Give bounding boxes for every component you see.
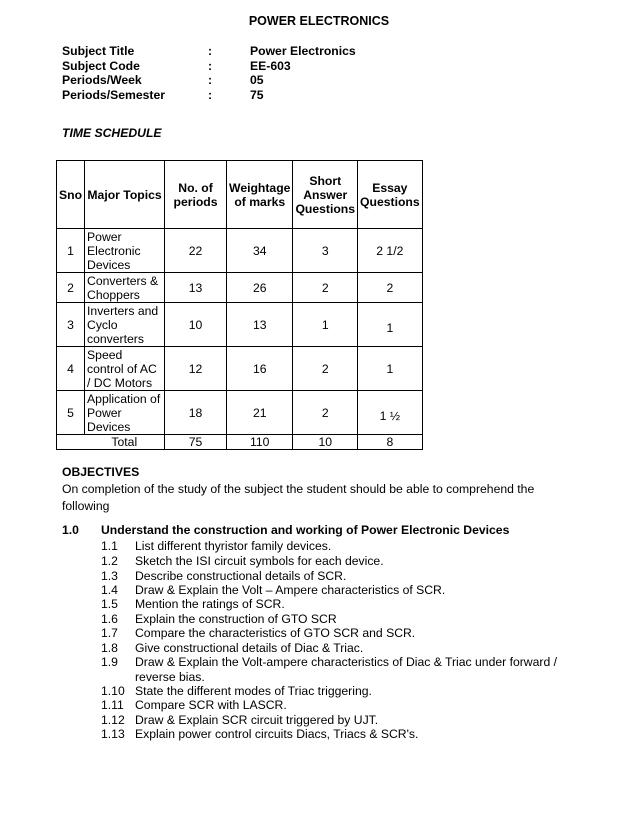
item-text: Draw & Explain the Volt – Ampere characteristics of SCR. [135, 583, 446, 597]
header-major-topics: Major Topics [85, 161, 165, 229]
cell-total-periods: 75 [165, 435, 227, 450]
cell-short: 2 [293, 347, 358, 391]
info-value: Power Electronics [250, 44, 356, 58]
info-colon: : [208, 73, 213, 87]
cell-sn: 3 [57, 303, 85, 347]
table-row [57, 303, 423, 347]
page-title: POWER ELECTRONICS [248, 14, 390, 28]
cell-weight: 13 [227, 303, 293, 347]
cell-sn: 2 [57, 273, 85, 303]
item-text: Explain the construction of GTO SCR [135, 612, 337, 626]
info-colon: : [208, 44, 213, 58]
cell-total-essay: 8 [358, 435, 423, 450]
header-weightage: Weightage of marks [227, 161, 293, 229]
cell-periods: 12 [165, 347, 227, 391]
info-colon: : [208, 59, 213, 73]
cell-periods: 18 [165, 391, 227, 435]
item-number: 1.1 [101, 539, 118, 553]
item-number: 1.5 [101, 597, 118, 611]
item-number: 1.10 [101, 684, 125, 698]
item-number: 1.11 [101, 698, 124, 712]
item-number: 1.7 [101, 626, 118, 640]
table-header-row [57, 161, 423, 229]
cell-short: 3 [293, 229, 358, 273]
header-sno: Sno [57, 161, 85, 229]
info-value: 05 [250, 73, 264, 87]
cell-sn: 5 [57, 391, 85, 435]
cell-weight: 21 [227, 391, 293, 435]
item-text: Compare SCR with LASCR. [135, 698, 287, 712]
cell-weight: 16 [227, 347, 293, 391]
info-value: EE-603 [250, 59, 291, 73]
section-title: Understand the construction and working of Power Electronic Devices [101, 523, 510, 537]
item-text: Sketch the ISI circuit symbols for each device. [135, 554, 384, 568]
item-number: 1.8 [101, 641, 118, 655]
info-key: Periods/Semester [62, 88, 165, 102]
item-number: 1.12 [101, 713, 125, 727]
item-text: Compare the characteristics of GTO SCR and SCR. [135, 626, 416, 640]
cell-total-weight: 110 [227, 435, 293, 450]
item-text: State the different modes of Triac triggering. [135, 684, 372, 698]
item-number: 1.13 [101, 727, 125, 741]
info-key: Subject Code [62, 59, 140, 73]
cell-essay: 1 [358, 347, 423, 391]
time-schedule-heading: TIME SCHEDULE [62, 126, 162, 140]
cell-total-short: 10 [293, 435, 358, 450]
time-schedule-table [56, 160, 423, 450]
cell-essay: 2 1/2 [358, 229, 423, 273]
cell-essay: 2 [358, 273, 423, 303]
table-row [57, 229, 423, 273]
cell-essay: 1 [358, 303, 423, 347]
cell-topic: Application of Power Devices [85, 391, 165, 435]
item-text: Describe constructional details of SCR. [135, 569, 347, 583]
header-essay: Essay Questions [358, 161, 423, 229]
cell-topic: Converters & Choppers [85, 273, 165, 303]
objectives-text: On completion of the study of the subject the student should be able to comprehend the following [62, 482, 535, 513]
cell-topic: Speed control of AC / DC Motors [85, 347, 165, 391]
cell-periods: 10 [165, 303, 227, 347]
item-number: 1.9 [101, 655, 118, 669]
item-text: Explain power control circuits Diacs, Triacs & SCR's. [135, 727, 419, 741]
info-key: Periods/Week [62, 73, 142, 87]
cell-weight: 34 [227, 229, 293, 273]
table-total-row [57, 435, 423, 450]
table-row [57, 273, 423, 303]
item-number: 1.4 [101, 583, 118, 597]
cell-sn: 4 [57, 347, 85, 391]
cell-periods: 22 [165, 229, 227, 273]
cell-weight: 26 [227, 273, 293, 303]
item-number: 1.6 [101, 612, 118, 626]
item-text: Give constructional details of Diac & Triac. [135, 641, 364, 655]
item-text: Mention the ratings of SCR. [135, 597, 285, 611]
section-number: 1.0 [62, 523, 79, 537]
header-short-answer: Short Answer Questions [293, 161, 358, 229]
cell-topic: Power Electronic Devices [85, 229, 165, 273]
header-periods: No. of periods [165, 161, 227, 229]
info-value: 75 [250, 88, 264, 102]
cell-total-spacer [57, 435, 85, 450]
table-row [57, 391, 423, 435]
item-text: Draw & Explain the Volt-ampere characteristics of Diac & Triac under forward / reverse bias. [135, 655, 557, 684]
objectives-heading: OBJECTIVES [62, 465, 140, 479]
item-text: Draw & Explain SCR circuit triggered by UJT. [135, 713, 379, 727]
info-colon: : [208, 88, 213, 102]
cell-short: 1 [293, 303, 358, 347]
cell-periods: 13 [165, 273, 227, 303]
cell-total-label: Total [85, 435, 165, 450]
table-row [57, 347, 423, 391]
cell-topic: Inverters and Cyclo converters [85, 303, 165, 347]
cell-short: 2 [293, 391, 358, 435]
item-text: List different thyristor family devices. [135, 539, 332, 553]
cell-sn: 1 [57, 229, 85, 273]
cell-short: 2 [293, 273, 358, 303]
item-number: 1.2 [101, 554, 118, 568]
item-number: 1.3 [101, 569, 118, 583]
cell-essay: 1 ½ [358, 391, 423, 435]
info-key: Subject Title [62, 44, 135, 58]
